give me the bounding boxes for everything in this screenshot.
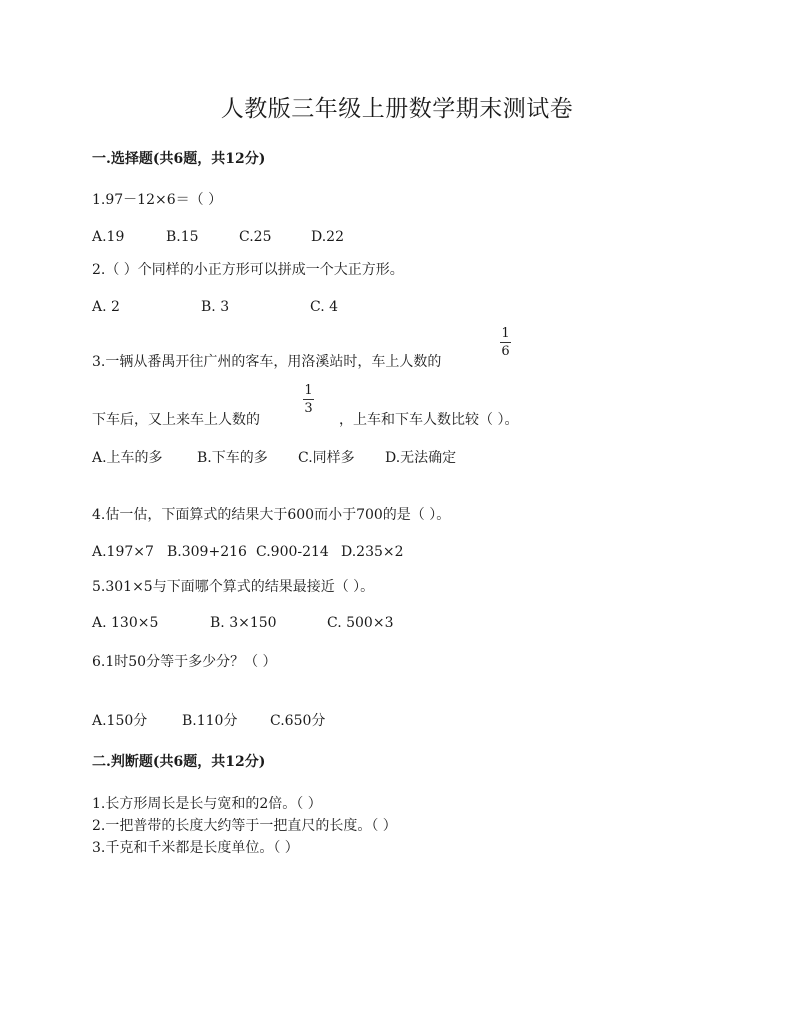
question-2-option-b: B. 3 [201, 299, 230, 315]
question-3-text-line2a: 下车后，又上来车上人数的 [92, 412, 260, 428]
question-3-option-b: B.下车的多 [197, 450, 268, 466]
judgment-item-3: 3.千克和千米都是长度单位。（ ） [92, 840, 299, 856]
fraction-denominator: 6 [501, 344, 510, 359]
fraction-numerator: 1 [304, 383, 313, 398]
fraction-one-sixth [500, 326, 511, 359]
question-6-option-b: B.110分 [182, 713, 238, 729]
question-1-option-b: B.15 [166, 229, 199, 245]
question-5-option-c: C. 500×3 [327, 615, 394, 631]
question-4-option-c: C.900-214 [256, 544, 329, 560]
question-5-option-b: B. 3×150 [210, 615, 277, 631]
question-2-text: 2.（ ）个同样的小正方形可以拼成一个大正方形。 [92, 262, 404, 278]
question-1-text: 1.97－12×6＝（ ） [92, 192, 223, 208]
question-2-option-c: C. 4 [310, 299, 339, 315]
question-3-option-a: A.上车的多 [92, 450, 163, 466]
question-5-text: 5.301×5与下面哪个算式的结果最接近（ ）。 [92, 579, 375, 595]
fraction-denominator: 3 [304, 401, 313, 416]
question-4-text: 4.估一估，下面算式的结果大于600而小于700的是（ ）。 [92, 507, 451, 523]
question-3-text-line1: 3.一辆从番禺开往广州的客车，用洛溪站时，车上人数的 [92, 354, 442, 370]
question-1-option-c: C.25 [239, 229, 272, 245]
question-1-option-d: D.22 [311, 229, 344, 245]
question-4-option-a: A.197×7 [92, 544, 154, 560]
question-5-option-a: A. 130×5 [92, 615, 159, 631]
question-2-option-a: A. 2 [92, 299, 120, 315]
question-3-text-line2b: ，上车和下车人数比较（ ）。 [339, 412, 519, 428]
question-3-option-d: D.无法确定 [385, 450, 457, 466]
question-6-text: 6.1时50分等于多少分？（ ） [92, 654, 277, 670]
fraction-bar [500, 342, 511, 343]
question-6-option-a: A.150分 [92, 713, 148, 729]
judgment-item-2: 2.一把普带的长度大约等于一把直尺的长度。（ ） [92, 818, 397, 834]
question-3-option-c: C.同样多 [298, 450, 355, 466]
question-4-option-d: D.235×2 [341, 544, 404, 560]
section-heading-judgment: 二.判断题(共6题，共12分) [92, 754, 266, 770]
judgment-item-1: 1.长方形周长是长与宽和的2倍。（ ） [92, 796, 322, 812]
page-title: 人教版三年级上册数学期末测试卷 [220, 96, 574, 122]
question-1-option-a: A.19 [92, 229, 125, 245]
section-heading-choice: 一.选择题(共6题，共12分) [92, 151, 266, 167]
fraction-numerator: 1 [501, 326, 510, 341]
fraction-one-third [303, 383, 314, 416]
question-6-option-c: C.650分 [270, 713, 326, 729]
fraction-bar [303, 399, 314, 400]
question-4-option-b: B.309+216 [167, 544, 247, 560]
